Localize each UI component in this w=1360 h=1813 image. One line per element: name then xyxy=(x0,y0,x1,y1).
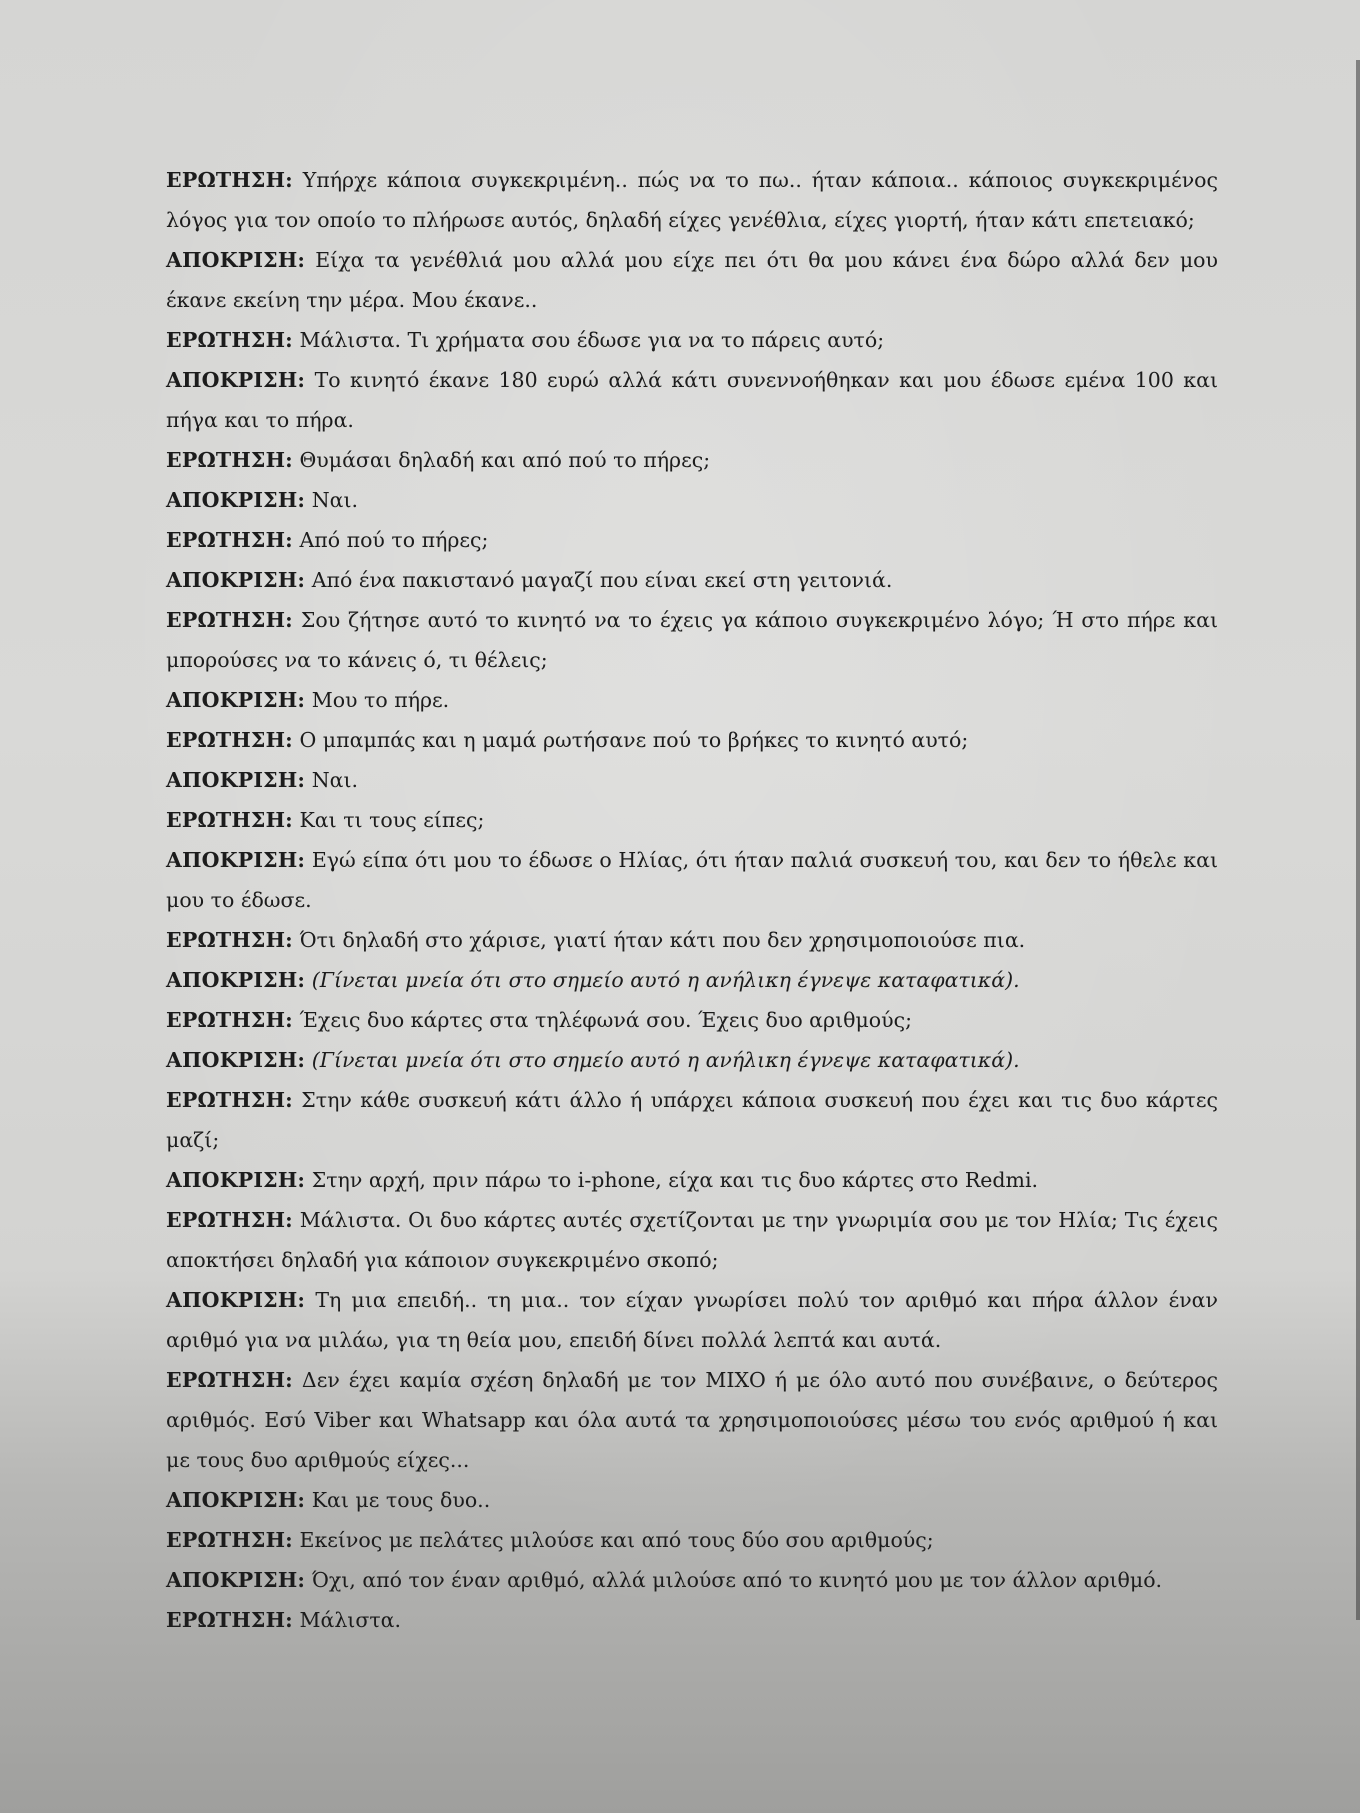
transcript-entry xyxy=(166,1600,1218,1640)
speaker-label: ΕΡΩΤΗΣΗ: xyxy=(166,928,293,952)
entry-text: Και με τους δυο.. xyxy=(311,1488,491,1512)
transcript-entry xyxy=(166,1280,1218,1360)
transcript-entry xyxy=(166,1520,1218,1560)
transcript-entry xyxy=(166,720,1218,760)
entry-text: Μάλιστα. Οι δυο κάρτες αυτές σχετίζονται με την γνωριμία σου με τον Ηλία; Τις έχεις αποκτήσει δηλαδή για κάποιον συγκεκριμένο σκοπό; xyxy=(166,1208,1218,1272)
speaker-label: ΕΡΩΤΗΣΗ: xyxy=(166,328,293,352)
entry-text: Στην αρχή, πριν πάρω το i-phone, είχα και τις δυο κάρτες στο Redmi. xyxy=(311,1168,1039,1192)
speaker-label: ΕΡΩΤΗΣΗ: xyxy=(166,608,293,632)
entry-text: Τη μια επειδή.. τη μια.. τον είχαν γνωρίσει πολύ τον αριθμό και πήρα άλλον έναν αριθμό για να μιλάω, για τη θεία μου, επειδή δίνει πολλά λεπτά και αυτά. xyxy=(166,1288,1218,1352)
entry-text: Μου το πήρε. xyxy=(311,688,450,712)
speaker-label: ΑΠΟΚΡΙΣΗ: xyxy=(166,968,306,992)
transcript-entry xyxy=(166,1480,1218,1520)
entry-text: Ναι. xyxy=(311,488,359,512)
entry-text: Από πού το πήρες; xyxy=(299,528,489,552)
entry-text: Ότι δηλαδή στο χάρισε, γιατί ήταν κάτι που δεν χρησιμοποιούσε πια. xyxy=(299,928,1026,952)
speaker-label: ΕΡΩΤΗΣΗ: xyxy=(166,528,293,552)
transcript-entry xyxy=(166,480,1218,520)
speaker-label: ΑΠΟΚΡΙΣΗ: xyxy=(166,1288,306,1312)
speaker-label: ΑΠΟΚΡΙΣΗ: xyxy=(166,368,306,392)
entry-text: Και τι τους είπες; xyxy=(299,808,485,832)
speaker-label: ΑΠΟΚΡΙΣΗ: xyxy=(166,1568,306,1592)
speaker-label: ΑΠΟΚΡΙΣΗ: xyxy=(166,848,306,872)
entry-text: Στην κάθε συσκευή κάτι άλλο ή υπάρχει κάποια συσκευή που έχει και τις δυο κάρτες μαζί; xyxy=(166,1088,1218,1152)
transcript-entry xyxy=(166,920,1218,960)
entry-text: Μάλιστα. Τι χρήματα σου έδωσε για να το πάρεις αυτό; xyxy=(299,328,885,352)
speaker-label: ΑΠΟΚΡΙΣΗ: xyxy=(166,1488,306,1512)
speaker-label: ΕΡΩΤΗΣΗ: xyxy=(166,1368,293,1392)
entry-text: Ο μπαμπάς και η μαμά ρωτήσανε πού το βρήκες το κινητό αυτό; xyxy=(299,728,969,752)
transcript-entry xyxy=(166,760,1218,800)
transcript-entry xyxy=(166,520,1218,560)
speaker-label: ΕΡΩΤΗΣΗ: xyxy=(166,448,293,472)
speaker-label: ΑΠΟΚΡΙΣΗ: xyxy=(166,768,306,792)
speaker-label: ΑΠΟΚΡΙΣΗ: xyxy=(166,1048,306,1072)
entry-text: (Γίνεται μνεία ότι στο σημείο αυτό η ανήλικη έγνεψε καταφατικά). xyxy=(311,968,1020,992)
transcript-entry xyxy=(166,1160,1218,1200)
speaker-label: ΕΡΩΤΗΣΗ: xyxy=(166,1008,293,1032)
entry-text: Ναι. xyxy=(311,768,359,792)
speaker-label: ΕΡΩΤΗΣΗ: xyxy=(166,1528,293,1552)
speaker-label: ΕΡΩΤΗΣΗ: xyxy=(166,168,293,192)
entry-text: (Γίνεται μνεία ότι στο σημείο αυτό η ανήλικη έγνεψε καταφατικά). xyxy=(311,1048,1020,1072)
entry-text: Μάλιστα. xyxy=(299,1608,402,1632)
transcript-entry xyxy=(166,440,1218,480)
transcript-entry xyxy=(166,840,1218,920)
transcript-entry xyxy=(166,600,1218,680)
transcript-entry xyxy=(166,240,1218,320)
entry-text: Δεν έχει καμία σχέση δηλαδή με τον ΜΙΧΟ ή με όλο αυτό που συνέβαινε, ο δεύτερος αριθμός. Εσύ Viber και Whatsapp και όλα αυτά τα χρησιμοποιούσες μέσω του ενός αριθμού ή και με τους δυο αριθμούς είχες... xyxy=(166,1368,1218,1472)
entry-text: Εγώ είπα ότι μου το έδωσε ο Ηλίας, ότι ήταν παλιά συσκευή του, και δεν το ήθελε και μου το έδωσε. xyxy=(166,848,1218,912)
speaker-label: ΑΠΟΚΡΙΣΗ: xyxy=(166,488,306,512)
entry-text: Το κινητό έκανε 180 ευρώ αλλά κάτι συνεννοήθηκαν και μου έδωσε εμένα 100 και πήγα και το πήρα. xyxy=(166,368,1218,432)
speaker-label: ΕΡΩΤΗΣΗ: xyxy=(166,728,293,752)
entry-text: Θυμάσαι δηλαδή και από πού το πήρες; xyxy=(299,448,711,472)
transcript-entry xyxy=(166,560,1218,600)
speaker-label: ΑΠΟΚΡΙΣΗ: xyxy=(166,568,306,592)
speaker-label: ΕΡΩΤΗΣΗ: xyxy=(166,1608,293,1632)
transcript-entry xyxy=(166,1040,1218,1080)
transcript-entry xyxy=(166,360,1218,440)
speaker-label: ΕΡΩΤΗΣΗ: xyxy=(166,1088,293,1112)
transcript-entry xyxy=(166,160,1218,240)
transcript-entry xyxy=(166,800,1218,840)
speaker-label: ΕΡΩΤΗΣΗ: xyxy=(166,808,293,832)
entry-text: Εκείνος με πελάτες μιλούσε και από τους δύο σου αριθμούς; xyxy=(299,1528,934,1552)
entry-text: Όχι, από τον έναν αριθμό, αλλά μιλούσε από το κινητό μου με τον άλλον αριθμό. xyxy=(311,1568,1163,1592)
entry-text: Σου ζήτησε αυτό το κινητό να το έχεις γα κάποιο συγκεκριμένο λόγο; Ή στο πήρε και μπορούσες να το κάνεις ό, τι θέλεις; xyxy=(166,608,1218,672)
entry-text: Έχεις δυο κάρτες στα τηλέφωνά σου. Έχεις δυο αριθμούς; xyxy=(299,1008,912,1032)
speaker-label: ΑΠΟΚΡΙΣΗ: xyxy=(166,248,306,272)
transcript-entry xyxy=(166,1360,1218,1480)
transcript-entry xyxy=(166,1080,1218,1160)
interview-transcript xyxy=(166,160,1218,1640)
entry-text: Υπήρχε κάποια συγκεκριμένη.. πώς να το πω.. ήταν κάποια.. κάποιος συγκεκριμένος λόγος για τον οποίο το πλήρωσε αυτός, δηλαδή είχες γενέθλια, είχες γιορτή, ήταν κάτι επετειακό; xyxy=(166,168,1218,232)
transcript-entry xyxy=(166,1560,1218,1600)
entry-text: Είχα τα γενέθλιά μου αλλά μου είχε πει ότι θα μου κάνει ένα δώρο αλλά δεν μου έκανε εκείνη την μέρα. Μου έκανε.. xyxy=(166,248,1218,312)
paper-edge-shadow xyxy=(1356,60,1360,1620)
speaker-label: ΕΡΩΤΗΣΗ: xyxy=(166,1208,293,1232)
speaker-label: ΑΠΟΚΡΙΣΗ: xyxy=(166,1168,306,1192)
speaker-label: ΑΠΟΚΡΙΣΗ: xyxy=(166,688,306,712)
entry-text: Από ένα πακιστανό μαγαζί που είναι εκεί στη γειτονιά. xyxy=(311,568,893,592)
transcript-entry xyxy=(166,320,1218,360)
transcript-entry xyxy=(166,1000,1218,1040)
transcript-entry xyxy=(166,960,1218,1000)
transcript-entry xyxy=(166,1200,1218,1280)
transcript-entry xyxy=(166,680,1218,720)
